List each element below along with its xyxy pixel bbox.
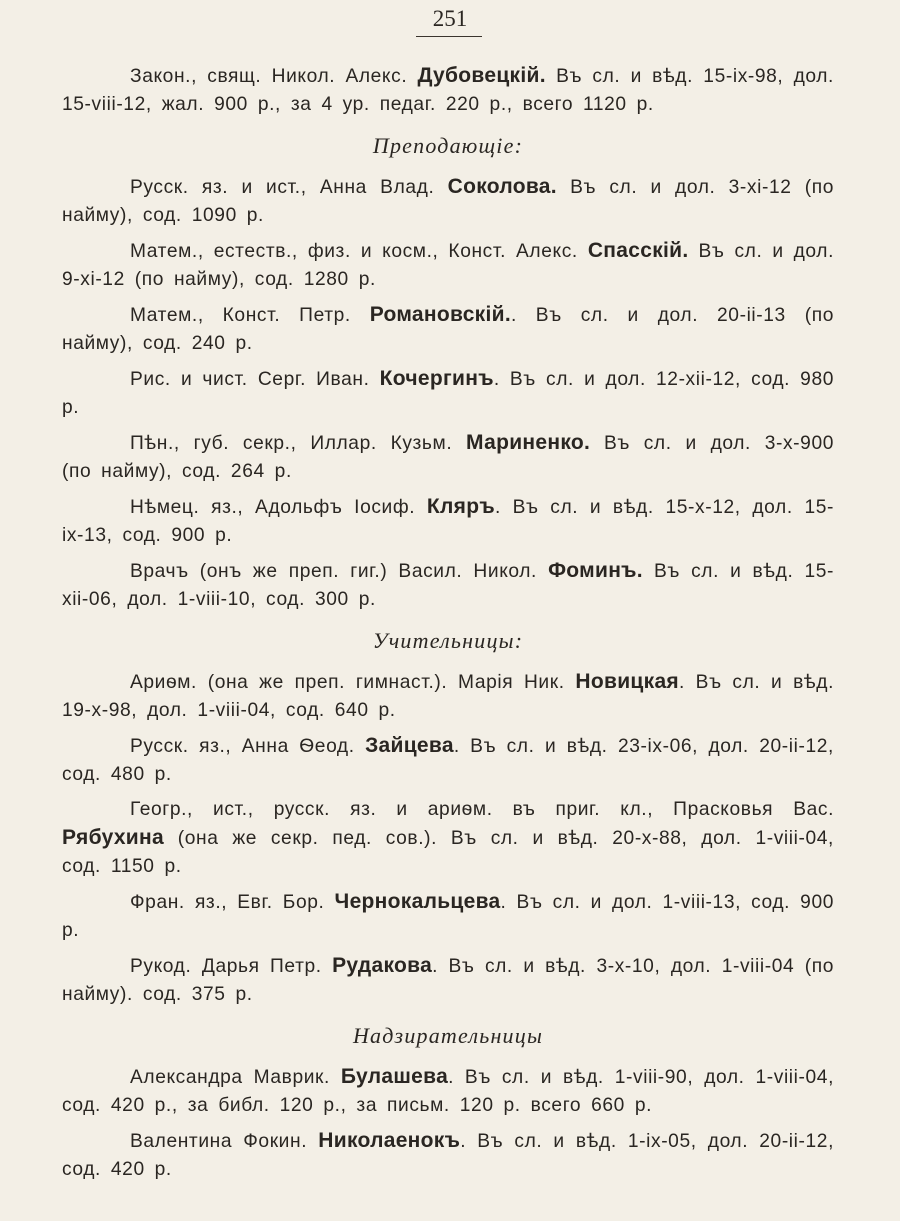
page-content	[62, 62, 834, 1184]
entry-position: Закон., свящ. Никол. Алекс.	[130, 66, 418, 87]
entry-details: Въ сл. и дол. 3-xi-12 (по найму), сод. 1090 р.	[62, 177, 834, 226]
entry-details: . Въ сл. и вѣд. 15-x-12, дол. 15-ix-13, сод. 900 р.	[62, 497, 834, 546]
entry-surname: Чернокальцева	[334, 890, 501, 913]
entry-details: . Въ сл. и дол. 12-xii-12, сод. 980 р.	[62, 369, 834, 418]
staff-entry	[62, 952, 834, 1009]
entry-details: Въ сл. и дол. 9-xi-12 (по найму), сод. 1280 р.	[62, 241, 835, 290]
entry-details: Въ сл. и дол. 3-x-900 (по найму), сод. 264 р.	[62, 433, 834, 482]
entry-surname: Кляръ	[426, 495, 495, 518]
staff-entry	[62, 237, 834, 294]
entry-details: (она же секр. пед. сов.). Въ сл. и вѣд. 20-x-88, дол. 1-viii-04, сод. 1150 р.	[62, 828, 834, 877]
entry-surname: Соколова.	[447, 175, 557, 198]
section-heading: Надзирательницы	[352, 1023, 544, 1048]
entry-position: Нѣмец. яз., Адольфъ Іосиф.	[130, 497, 427, 518]
entry-details: . Въ сл. и вѣд. 3-x-10, дол. 1-viii-04 (по найму). сод. 375 р.	[62, 956, 834, 1005]
staff-entry	[62, 732, 834, 789]
entry-surname: Фоминъ.	[548, 559, 643, 582]
entry-surname: Кочергинъ	[379, 367, 494, 390]
page-number-rule	[416, 36, 482, 37]
entry-surname: Зайцева	[365, 734, 454, 757]
staff-entry	[62, 1127, 834, 1184]
staff-entry	[62, 888, 834, 945]
entry-position: Русск. яз., Анна Ѳеод.	[130, 736, 366, 757]
entry-details: . Въ сл. и дол. 20-ii-13 (по найму), сод. 240 р.	[62, 305, 834, 354]
entry-details: . Въ сл. и дол. 1-viii-13, сод. 900 р.	[62, 892, 834, 941]
entry-surname: Спасскій.	[587, 239, 689, 262]
staff-entry	[62, 1063, 834, 1120]
staff-entry	[62, 493, 834, 550]
entry-surname: Мариненко.	[466, 431, 591, 454]
staff-entry	[62, 62, 834, 119]
entry-surname: Булашева	[340, 1065, 449, 1088]
entry-position: Рукод. Дарья Петр.	[130, 956, 333, 977]
page-number: 251	[432, 6, 468, 31]
section-heading: Преподающіе:	[372, 133, 524, 158]
staff-entry	[62, 365, 834, 422]
entry-surname: Романовскій.	[369, 303, 511, 326]
entry-position: Пѣн., губ. секр., Иллар. Кузьм.	[130, 433, 467, 454]
staff-entry	[62, 173, 834, 230]
entry-surname: Рудакова	[332, 954, 433, 977]
entry-position: Александра Маврик.	[130, 1067, 341, 1088]
entry-details: . Въ сл. и вѣд. 1-ix-05, дол. 20-ii-12, сод. 420 р.	[62, 1131, 834, 1180]
entry-details: . Въ сл. и вѣд. 23-ix-06, дол. 20-ii-12, сод. 480 р.	[62, 736, 834, 785]
entry-details: Въ сл. и вѣд. 15-xii-06, дол. 1-viii-10, сод. 300 р.	[62, 561, 834, 610]
entry-surname: Николаенокъ	[318, 1129, 461, 1152]
entry-position: Врачъ (онъ же преп. гиг.) Васил. Никол.	[130, 561, 549, 582]
entry-position: Геогр., ист., русск. яз. и ариѳм. въ приг. кл., Прасковья Вас.	[130, 799, 834, 820]
entry-details: . Въ сл. и вѣд. 1-viii-90, дол. 1-viii-04, сод. 420 р., за библ. 120 р., за письм. 120 р. всего 660 р.	[62, 1067, 834, 1116]
entry-position: Ариѳм. (она же преп. гимнаст.). Марія Ник.	[130, 672, 576, 693]
entry-position: Матем., естеств., физ. и косм., Конст. Алекс.	[130, 241, 588, 262]
entry-position: Фран. яз., Евг. Бор.	[130, 892, 335, 913]
entry-details: . Въ сл. и вѣд. 19-x-98, дол. 1-viii-04, сод. 640 р.	[62, 672, 834, 721]
entry-position: Русск. яз. и ист., Анна Влад.	[130, 177, 448, 198]
entry-position: Валентина Фокин.	[130, 1131, 319, 1152]
entry-surname: Новицкая	[575, 670, 679, 693]
staff-entry	[62, 668, 834, 725]
entry-surname: Дубовецкій.	[417, 64, 546, 87]
staff-entry	[62, 429, 834, 486]
entry-surname: Рябухина	[62, 826, 164, 849]
staff-entry	[62, 301, 834, 358]
entry-position: Матем., Конст. Петр.	[130, 305, 370, 326]
entry-position: Рис. и чист. Серг. Иван.	[130, 369, 380, 390]
staff-entry	[62, 796, 834, 881]
section-heading: Учительницы:	[372, 628, 524, 653]
entry-details: Въ сл. и вѣд. 15-ix-98, дол. 15-viii-12, жал. 900 р., за 4 ур. педаг. 220 р., всего 1120 р.	[62, 66, 834, 115]
staff-entry	[62, 557, 834, 614]
